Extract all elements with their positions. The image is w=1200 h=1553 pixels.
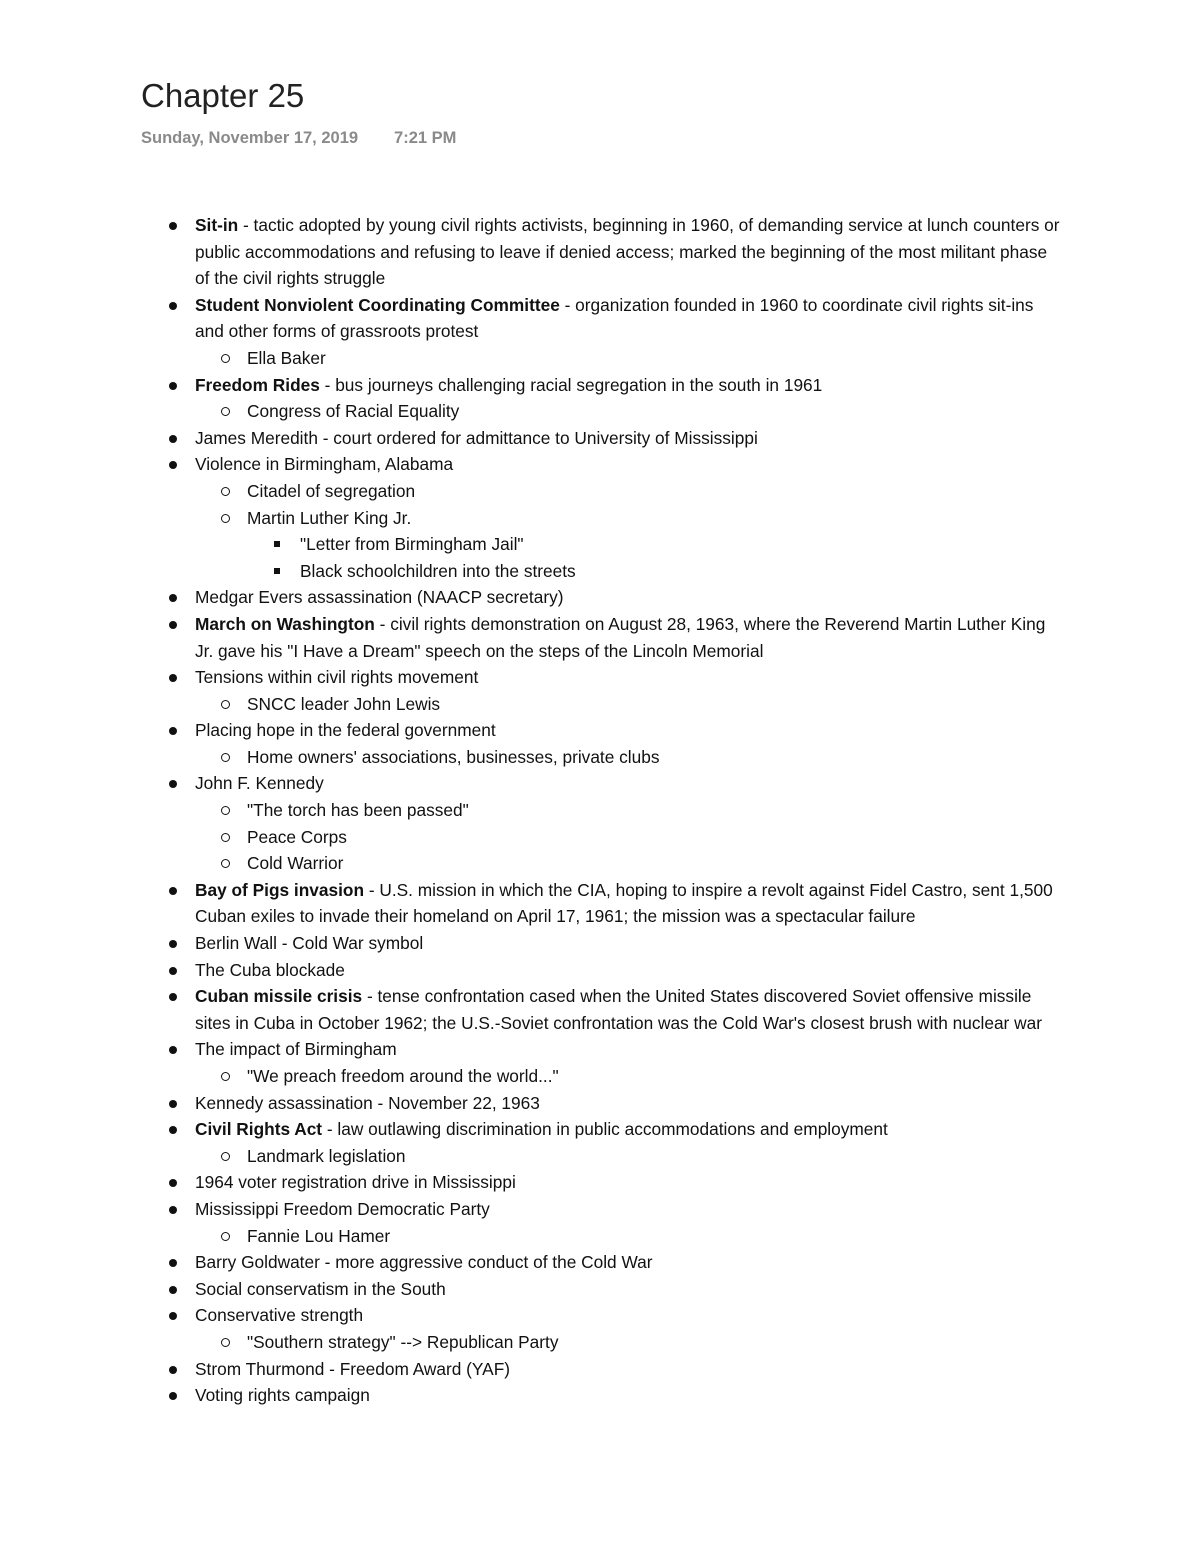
- item-text: - organization founded in 1960 to coordinate civil rights sit-ins and other forms of grassroots protest: [195, 294, 1034, 342]
- item-text: - U.S. mission in which the CIA, hoping to inspire a revolt against Fidel Castro, sent 1,500 Cuban exiles to invade their homeland on April 17, 1961; the mission was a spectacular failure: [195, 879, 1053, 927]
- item-text: SNCC leader John Lewis: [247, 693, 441, 714]
- list-item: [141, 824, 1061, 851]
- item-text: Social conservatism in the South: [195, 1278, 446, 1299]
- list-item: [141, 797, 1061, 824]
- bullet-square-icon: [274, 541, 280, 547]
- bullet-circle-icon: [221, 859, 230, 868]
- list-item: [141, 1036, 1061, 1063]
- list-item: [141, 584, 1061, 611]
- list-item: [141, 425, 1061, 452]
- bullet-disc-icon: [169, 727, 177, 735]
- item-text: Martin Luther King Jr.: [247, 507, 412, 528]
- bullet-disc-icon: [169, 1286, 177, 1294]
- item-text: The Cuba blockade: [195, 959, 345, 980]
- list-item: [141, 451, 1061, 478]
- notes-list: [141, 212, 1061, 1409]
- item-text: Black schoolchildren into the streets: [300, 560, 576, 581]
- item-text: - civil rights demonstration on August 28, 1963, where the Reverend Martin Luther King Jr. gave his "I Have a Dream" speech on the steps of the Lincoln Memorial: [195, 613, 1046, 661]
- list-item: [141, 1063, 1061, 1090]
- list-item: [141, 212, 1061, 292]
- item-text: - tense confrontation cased when the United States discovered Soviet offensive missile sites in Cuba in October 1962; the U.S.-Soviet confrontation was the Cold War's closest brush with nuclear war: [195, 986, 1042, 1033]
- list-item: [141, 717, 1061, 744]
- list-item: [141, 1382, 1061, 1409]
- item-text: Kennedy assassination - November 22, 1963: [195, 1092, 540, 1113]
- bullet-disc-icon: [169, 674, 177, 682]
- bullet-disc-icon: [169, 1046, 177, 1054]
- list-item: [141, 531, 1061, 558]
- page-title: Chapter 25: [141, 77, 305, 114]
- list-item: [141, 850, 1061, 877]
- item-text: Berlin Wall - Cold War symbol: [195, 933, 424, 954]
- list-item: [141, 930, 1061, 957]
- item-text: Strom Thurmond - Freedom Award (YAF): [195, 1358, 511, 1379]
- item-text: "We preach freedom around the world...": [247, 1066, 559, 1086]
- list-item: [141, 505, 1061, 532]
- item-text: Conservative strength: [195, 1305, 364, 1326]
- item-text: - law outlawing discrimination in public accommodations and employment: [322, 1119, 888, 1140]
- bullet-disc-icon: [169, 1392, 177, 1400]
- item-text: Fannie Lou Hamer: [247, 1225, 391, 1246]
- list-item: [141, 478, 1061, 505]
- item-text: "Southern strategy" --> Republican Party: [247, 1331, 559, 1352]
- list-item: [141, 664, 1061, 691]
- bullet-disc-icon: [169, 435, 177, 443]
- note-time: 7:21 PM: [394, 129, 457, 147]
- item-text: James Meredith - court ordered for admittance to University of Mississippi: [195, 427, 758, 448]
- item-text: Ella Baker: [247, 347, 326, 368]
- list-item: [141, 1143, 1061, 1170]
- list-item: [141, 1196, 1061, 1223]
- item-text: Placing hope in the federal government: [195, 720, 496, 741]
- list-item: [141, 1356, 1061, 1383]
- bullet-circle-icon: [221, 1232, 230, 1241]
- bullet-circle-icon: [221, 700, 230, 709]
- bullet-disc-icon: [169, 461, 177, 469]
- list-item: [141, 877, 1061, 930]
- bullet-disc-icon: [169, 940, 177, 948]
- key-term: Student Nonviolent Coordinating Committee: [195, 294, 560, 315]
- list-item: [141, 983, 1061, 1036]
- list-item: [141, 611, 1061, 664]
- bullet-circle-icon: [221, 1152, 230, 1161]
- bullet-disc-icon: [169, 1259, 177, 1267]
- key-term: Bay of Pigs invasion: [195, 879, 365, 900]
- bullet-disc-icon: [169, 780, 177, 788]
- bullet-circle-icon: [221, 753, 230, 762]
- bullet-circle-icon: [221, 1072, 230, 1081]
- bullet-disc-icon: [169, 887, 177, 895]
- item-text: "Letter from Birmingham Jail": [300, 534, 524, 555]
- bullet-disc-icon: [169, 302, 177, 310]
- list-item: [141, 345, 1061, 372]
- list-item: [141, 1249, 1061, 1276]
- key-term: Sit-in: [195, 215, 239, 235]
- item-text: John F. Kennedy: [195, 773, 324, 794]
- list-item: [141, 1223, 1061, 1250]
- item-text: "The torch has been passed": [247, 800, 469, 821]
- item-text: - tactic adopted by young civil rights activists, beginning in 1960, of demanding service at lunch counters or public accommodations and refusing to leave if denied access; marked the beginning of the most militant phase of the civil rights struggle: [195, 215, 1060, 289]
- bullet-disc-icon: [169, 222, 177, 230]
- bullet-disc-icon: [169, 1366, 177, 1374]
- bullet-disc-icon: [169, 993, 177, 1001]
- bullet-circle-icon: [221, 487, 230, 496]
- bullet-disc-icon: [169, 594, 177, 602]
- item-text: Congress of Racial Equality: [247, 401, 460, 422]
- item-text: Home owners' associations, businesses, private clubs: [247, 746, 660, 767]
- item-text: Peace Corps: [247, 826, 347, 847]
- item-text: Medgar Evers assassination (NAACP secretary): [195, 587, 564, 608]
- bullet-disc-icon: [169, 1312, 177, 1320]
- item-text: Violence in Birmingham, Alabama: [195, 454, 454, 475]
- item-text: Voting rights campaign: [195, 1385, 370, 1406]
- list-item: [141, 770, 1061, 797]
- list-item: [141, 1090, 1061, 1117]
- bullet-disc-icon: [169, 1100, 177, 1108]
- key-term: Freedom Rides: [195, 374, 320, 395]
- note-date: Sunday, November 17, 2019: [141, 129, 359, 147]
- item-text: Mississippi Freedom Democratic Party: [195, 1198, 490, 1219]
- bullet-circle-icon: [221, 407, 230, 416]
- bullet-circle-icon: [221, 1338, 230, 1347]
- list-item: [141, 292, 1061, 345]
- bullet-circle-icon: [221, 833, 230, 842]
- item-text: The impact of Birmingham: [195, 1039, 397, 1060]
- note-timestamp: [141, 127, 456, 149]
- list-item: [141, 1116, 1061, 1143]
- bullet-circle-icon: [221, 354, 230, 363]
- bullet-disc-icon: [169, 1126, 177, 1134]
- item-text: Barry Goldwater - more aggressive conduct of the Cold War: [195, 1252, 653, 1273]
- list-item: [141, 1329, 1061, 1356]
- list-item: [141, 1302, 1061, 1329]
- key-term: March on Washington: [195, 613, 375, 634]
- list-item: [141, 558, 1061, 585]
- item-text: 1964 voter registration drive in Mississippi: [195, 1172, 516, 1193]
- item-text: Citadel of segregation: [247, 480, 416, 501]
- bullet-disc-icon: [169, 1206, 177, 1214]
- bullet-disc-icon: [169, 967, 177, 975]
- key-term: Civil Rights Act: [195, 1119, 323, 1140]
- key-term: Cuban missile crisis: [195, 986, 363, 1007]
- item-text: Tensions within civil rights movement: [195, 667, 479, 688]
- list-item: [141, 957, 1061, 984]
- bullet-disc-icon: [169, 382, 177, 390]
- list-item: [141, 372, 1061, 399]
- bullet-circle-icon: [221, 514, 230, 523]
- list-item: [141, 1169, 1061, 1196]
- list-item: [141, 744, 1061, 771]
- item-text: Landmark legislation: [247, 1145, 406, 1166]
- bullet-circle-icon: [221, 806, 230, 815]
- list-item: [141, 1276, 1061, 1303]
- bullet-disc-icon: [169, 1179, 177, 1187]
- list-item: [141, 691, 1061, 718]
- item-text: Cold Warrior: [247, 853, 344, 874]
- item-text: - bus journeys challenging racial segregation in the south in 1961: [319, 374, 823, 395]
- bullet-square-icon: [274, 568, 280, 574]
- list-item: [141, 398, 1061, 425]
- bullet-disc-icon: [169, 621, 177, 629]
